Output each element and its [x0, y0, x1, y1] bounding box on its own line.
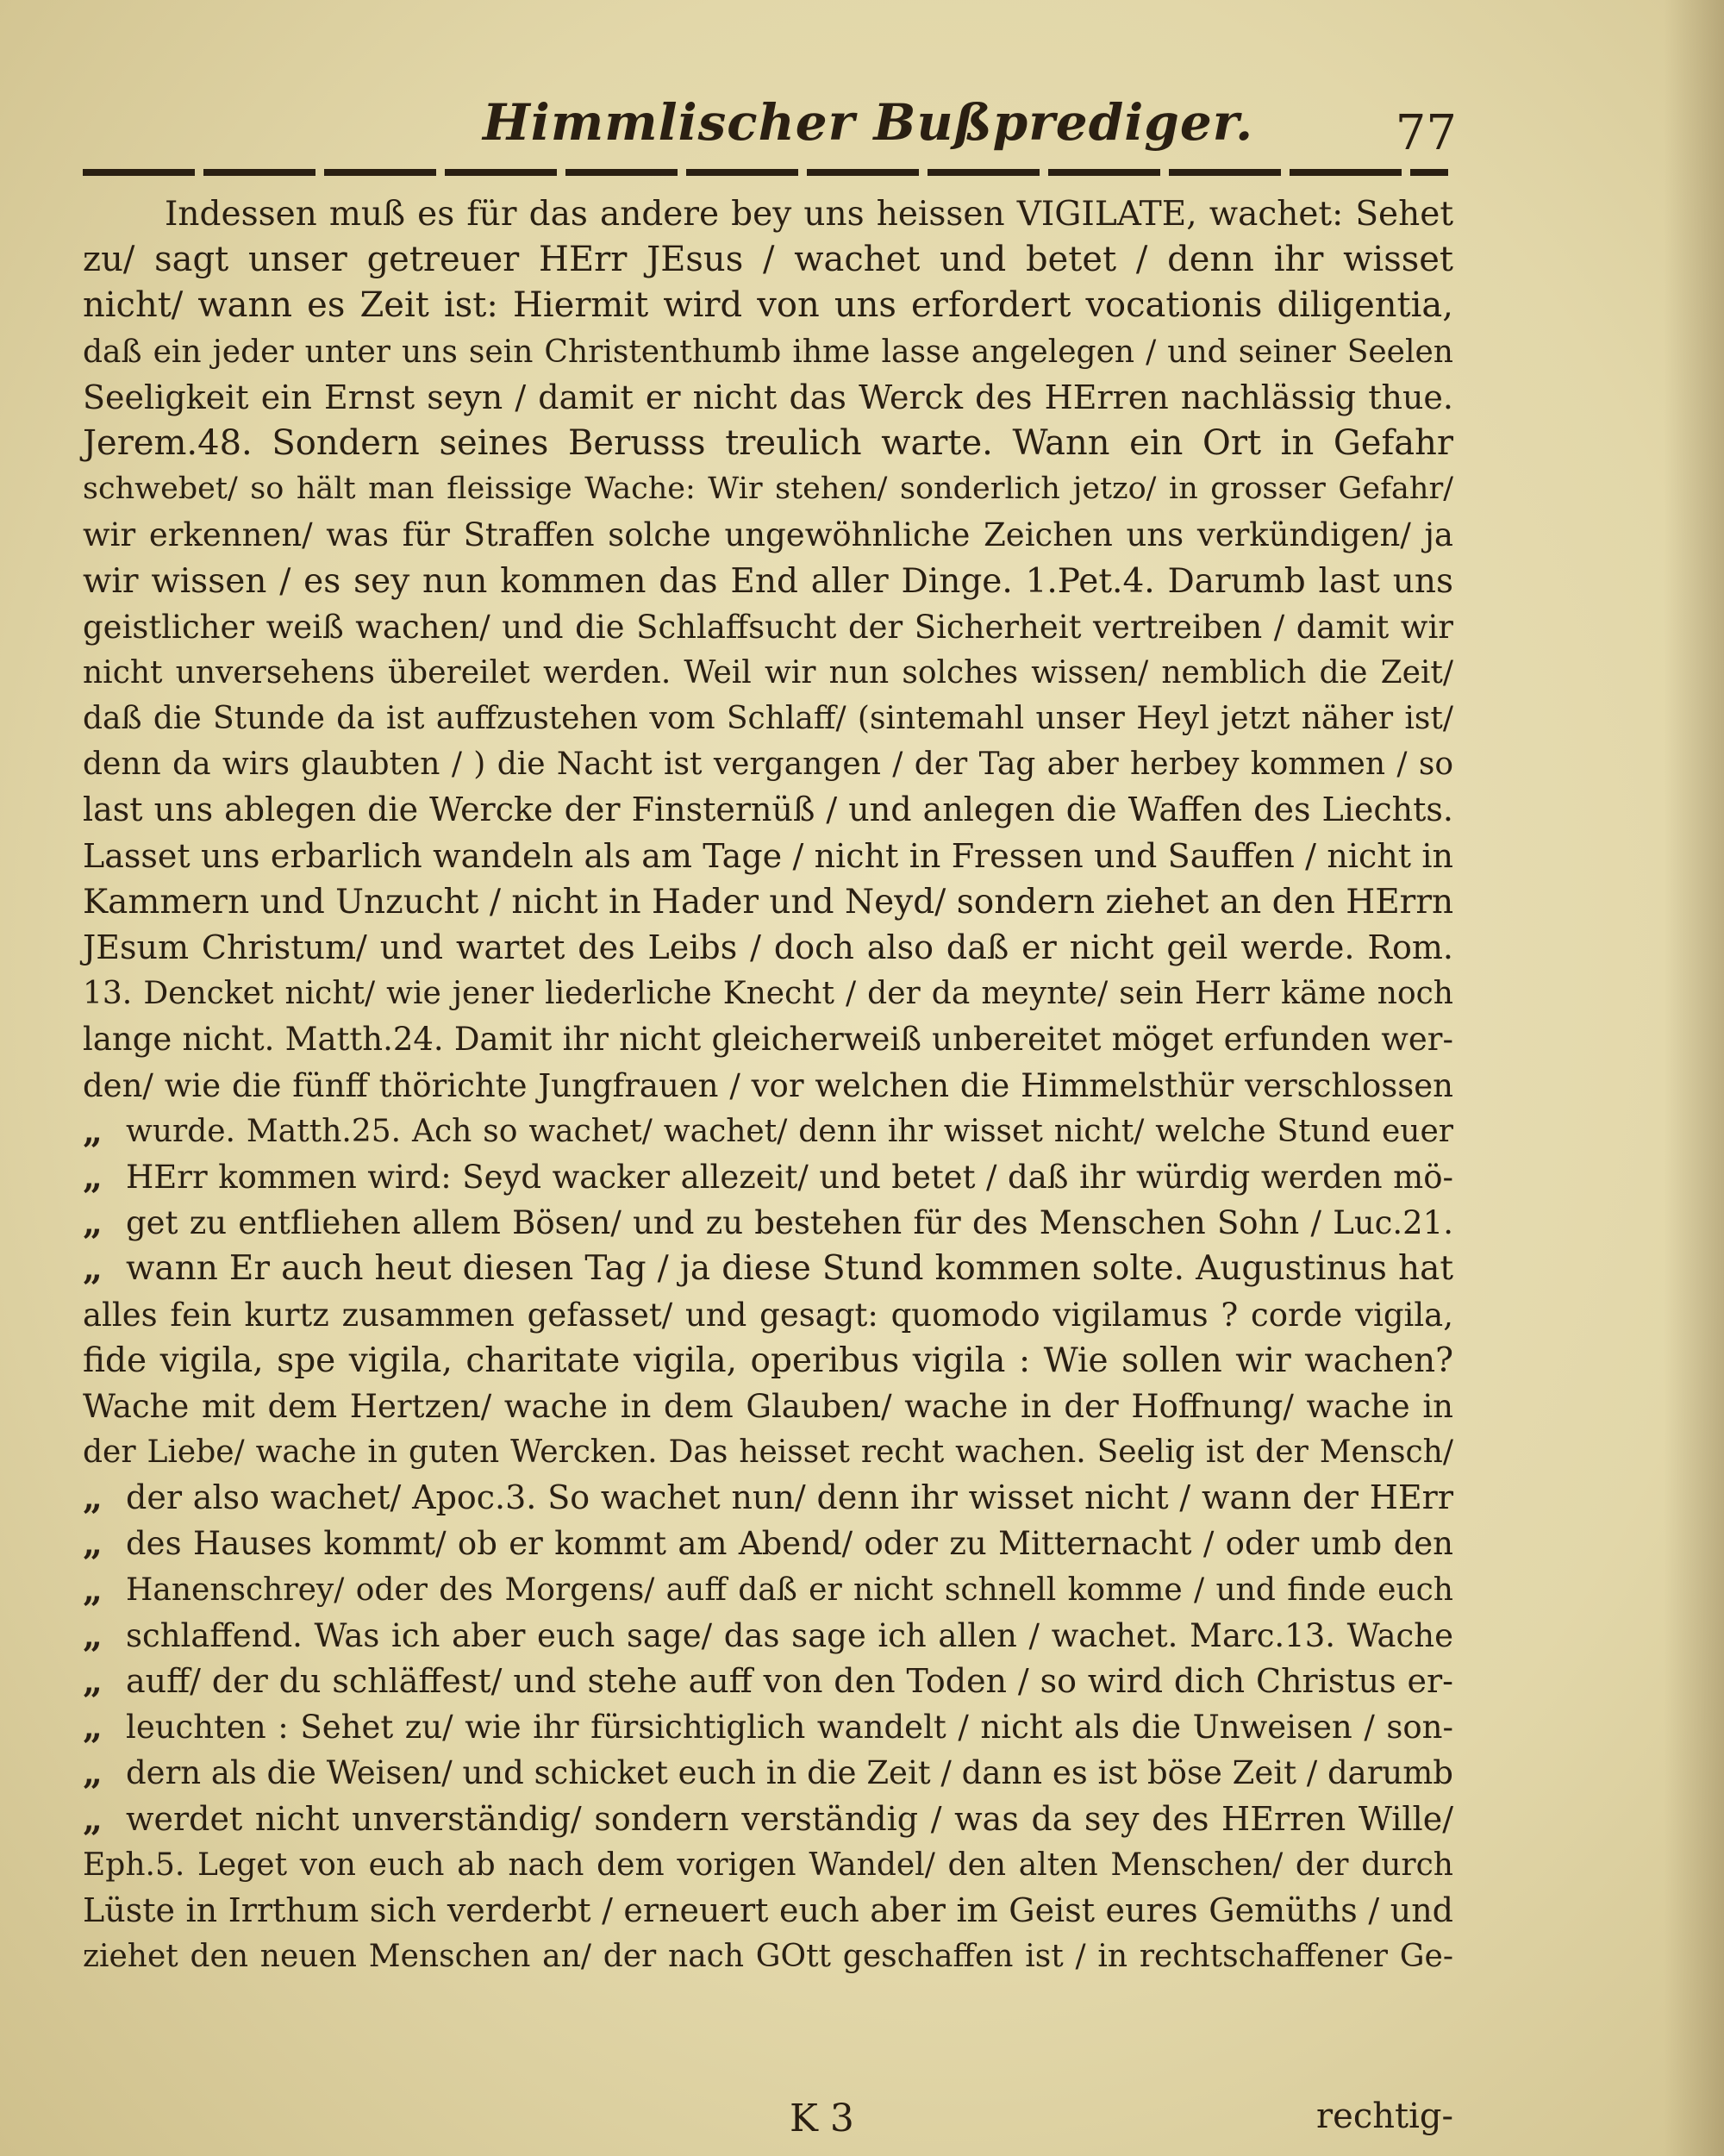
- line-text: HErr kommen wird: Seyd wacker allezeit/ und betet / daß ihr würdig werden mö-: [126, 1158, 1453, 1196]
- header-rule: [83, 169, 1448, 176]
- quotation-mark: „: [83, 1661, 103, 1702]
- text-line: [83, 375, 1453, 421]
- line-text: werdet nicht unverständig/ sondern verständig / was da sey des HErren Wille/: [126, 1799, 1453, 1838]
- line-text: fide vigila, spe vigila, charitate vigila, operibus vigila : Wie sollen wir wachen?: [83, 1340, 1453, 1380]
- text-line: [83, 1246, 1453, 1291]
- line-text: alles fein kurtz zusammen gefasset/ und gesagt: quomodo vigilamus ? corde vigila,: [83, 1296, 1453, 1334]
- quotation-mark: „: [83, 1615, 103, 1656]
- text-line: [83, 421, 1453, 466]
- page-edge-shadow: [1664, 0, 1724, 2156]
- line-text: daß ein jeder unter uns sein Christenthumb ihme lasse angelegen / und seiner Seelen: [83, 334, 1453, 370]
- line-text: wir wissen / es sey nun kommen das End aller Dinge. 1.Pet.4. Darumb last uns: [83, 561, 1453, 601]
- line-text: Seeligkeit ein Ernst seyn / damit er nicht das Werck des HErren nachlässig thue.: [83, 378, 1453, 416]
- line-text: schwebet/ so hält man fleissige Wache: Wir stehen/ sonderlich jetzo/ in grosser Gefahr/: [83, 472, 1453, 507]
- text-line: [83, 1750, 1453, 1796]
- line-text: ziehet den neuen Menschen an/ der nach GOtt geschaffen ist / in rechtschaffener Ge-: [83, 1939, 1453, 1975]
- quotation-mark: „: [83, 1798, 103, 1840]
- text-line: [83, 1200, 1453, 1246]
- text-line: [83, 191, 1453, 237]
- text-line: [83, 1016, 1453, 1062]
- line-text: dern als die Weisen/ und schicket euch in die Zeit / dann es ist böse Zeit / darumb: [126, 1754, 1453, 1792]
- text-line: [83, 696, 1453, 741]
- line-text: der also wachet/ Apoc.3. So wachet nun/ denn ihr wisset nicht / wann der HErr: [126, 1478, 1453, 1517]
- body-text: [83, 191, 1453, 1979]
- line-text: last uns ablegen die Wercke der Finsternüß / und anlegen die Waffen des Liechts.: [83, 791, 1453, 829]
- quotation-mark: „: [83, 1156, 103, 1197]
- quotation-mark: „: [83, 1523, 103, 1565]
- line-text: Kammern und Unzucht / nicht in Hader und Neyd/ sondern ziehet an den HErrn: [83, 882, 1454, 922]
- text-line: [83, 512, 1453, 558]
- text-line: [83, 466, 1453, 512]
- text-line: [83, 650, 1453, 696]
- line-text: des Hauses kommt/ ob er kommt am Abend/ oder zu Mitternacht / oder umb den: [126, 1525, 1453, 1563]
- line-text: daß die Stunde da ist auffzustehen vom Schlaff/ (sintemahl unser Heyl jetzt näher ist/: [83, 701, 1453, 737]
- text-line: [83, 1888, 1453, 1934]
- text-line: [83, 559, 1453, 604]
- text-line: [83, 1934, 1453, 1979]
- quotation-mark: „: [83, 1248, 103, 1290]
- text-line: [83, 1567, 1453, 1613]
- text-line: [83, 1154, 1453, 1200]
- line-text: geistlicher weiß wachen/ und die Schlaffsucht der Sicherheit vertreiben / damit wir: [83, 608, 1453, 646]
- line-text: lange nicht. Matth.24. Damit ihr nicht gleicherweiß unbereitet möget erfunden wer-: [83, 1021, 1453, 1059]
- catchword: rechtig-: [1316, 2097, 1453, 2136]
- text-line: [83, 1063, 1453, 1109]
- line-text: Jerem.48. Sondern seines Berusss treulich warte. Wann ein Ort in Gefahr: [83, 422, 1453, 463]
- line-text: leuchten : Sehet zu/ wie ihr fürsichtiglich wandelt / nicht als die Unweisen / son-: [126, 1709, 1453, 1747]
- line-text: denn da wirs glaubten / ) die Nacht ist vergangen / der Tag aber herbey kommen / so: [83, 747, 1453, 783]
- text-line: [83, 1338, 1453, 1384]
- text-line: [83, 1704, 1453, 1750]
- text-line: [83, 787, 1453, 833]
- line-text: Lüste in Irrthum sich verderbt / erneuert euch aber im Geist eures Gemüths / und: [83, 1890, 1453, 1929]
- line-text: Eph.5. Leget von euch ab nach dem vorigen Wandel/ den alten Menschen/ der durch: [83, 1847, 1453, 1883]
- text-line: [83, 834, 1453, 879]
- quotation-mark: „: [83, 1110, 103, 1152]
- line-text: Wache mit dem Hertzen/ wache in dem Glauben/ wache in der Hoffnung/ wache in: [83, 1387, 1453, 1425]
- quotation-mark: „: [83, 1203, 103, 1244]
- line-text: den/ wie die fünff thörichte Jungfrauen / vor welchen die Himmelsthür verschlossen: [83, 1066, 1453, 1104]
- line-text: 13. Dencket nicht/ wie jener liederliche Knecht / der da meynte/ sein Herr käme noch: [83, 976, 1453, 1012]
- line-text: zu/ sagt unser getreuer HErr JEsus / wachet und betet / denn ihr wisset: [83, 240, 1453, 280]
- text-line: [83, 283, 1453, 328]
- text-line: [83, 925, 1453, 971]
- text-line: [83, 1475, 1453, 1521]
- line-text: JEsum Christum/ und wartet des Leibs / doch also daß er nicht geil werde. Rom.: [83, 928, 1453, 966]
- text-line: [83, 1521, 1453, 1566]
- text-line: [83, 1659, 1453, 1704]
- text-line: [83, 1109, 1453, 1154]
- line-text: der Liebe/ wache in guten Wercken. Das heisset recht wachen. Seelig ist der Mensch/: [83, 1434, 1453, 1471]
- text-line: [83, 1384, 1453, 1429]
- text-line: [83, 741, 1453, 787]
- line-text: wurde. Matth.25. Ach so wachet/ wachet/ denn ihr wisset nicht/ welche Stund euer: [126, 1113, 1453, 1149]
- text-line: [83, 1842, 1453, 1888]
- line-text: Hanenschrey/ oder des Morgens/ auff daß er nicht schnell komme / und finde euch: [126, 1572, 1453, 1608]
- text-line: [83, 604, 1453, 650]
- line-text: wann Er auch heut diesen Tag / ja diese Stund kommen solte. Augustinus hat: [126, 1249, 1453, 1289]
- page-number: 77: [1395, 105, 1457, 161]
- text-line: [83, 879, 1453, 925]
- line-text: nicht/ wann es Zeit ist: Hiermit wird von uns erfordert vocationis diligentia,: [83, 285, 1453, 326]
- signature-mark: K 3: [790, 2097, 854, 2140]
- text-line: [83, 1429, 1453, 1475]
- line-text: schlaffend. Was ich aber euch sage/ das sage ich allen / wachet. Marc.13. Wache: [126, 1616, 1453, 1654]
- text-line: [83, 237, 1453, 283]
- text-line: [83, 1613, 1453, 1659]
- quotation-mark: „: [83, 1478, 103, 1519]
- quotation-mark: „: [83, 1707, 103, 1748]
- line-text: nicht unversehens übereilet werden. Weil wir nun solches wissen/ nemblich die Zeit/: [83, 654, 1453, 691]
- text-line: [83, 1292, 1453, 1338]
- quotation-mark: „: [83, 1753, 103, 1794]
- text-line: [83, 971, 1453, 1016]
- text-line: [83, 1797, 1453, 1842]
- text-line: [83, 329, 1453, 375]
- line-text: Indessen muß es für das andere bey uns heissen VIGILATE, wachet: Sehet: [165, 195, 1453, 234]
- line-text: Lasset uns erbarlich wandeln als am Tage / nicht in Fressen und Sauffen / nicht in: [83, 836, 1453, 875]
- quotation-mark: „: [83, 1569, 103, 1610]
- line-text: get zu entfliehen allem Bösen/ und zu bestehen für des Menschen Sohn / Luc.21.: [126, 1204, 1453, 1242]
- line-text: auff/ der du schläffest/ und stehe auff von den Toden / so wird dich Christus er-: [126, 1662, 1453, 1700]
- running-title: Himmlischer Bußprediger.: [483, 93, 1254, 152]
- page-footer: [83, 2097, 1453, 2144]
- line-text: wir erkennen/ was für Straffen solche ungewöhnliche Zeichen uns verkündigen/ ja: [83, 516, 1453, 554]
